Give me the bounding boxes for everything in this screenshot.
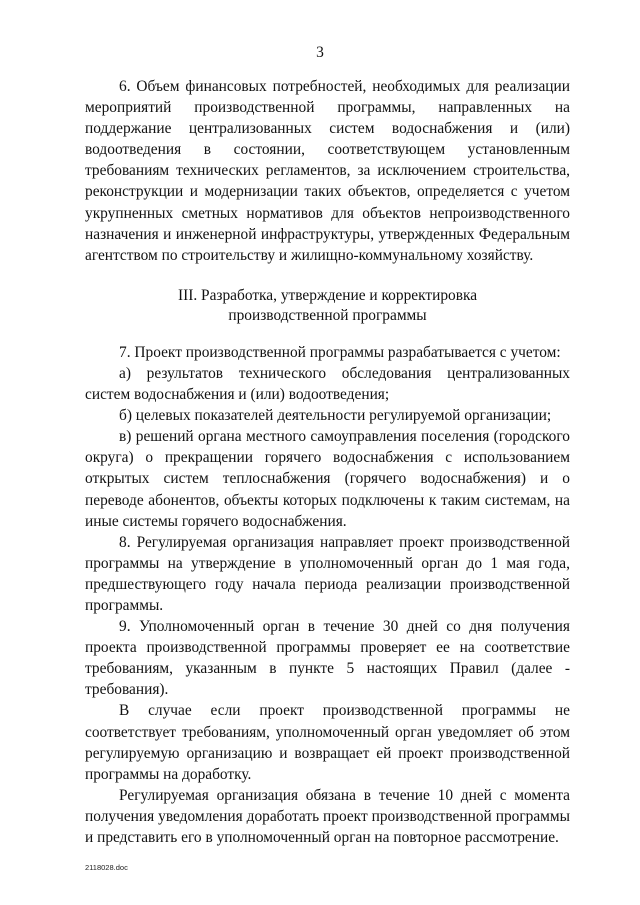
section-heading-line-2: производственной программы — [228, 306, 427, 324]
paragraph-8: 8. Регулируемая организация направляет проект производственной программы на утверждение в уполномоченный орган до 1 мая года, предшествующего году начала периода реализации производственной программы. — [85, 533, 570, 614]
paragraph-9: 9. Уполномоченный орган в течение 30 дней со дня получения проекта производственной программы проверяет ее на соответствие требованиям, указанным в пункте 5 настоящих Правил (далее - требования). — [85, 618, 570, 699]
section-heading — [85, 286, 570, 326]
document-body — [85, 76, 570, 848]
paragraph-6: 6. Объем финансовых потребностей, необходимых для реализации мероприятий производственной программы, направленных на поддержание централизованных систем водоснабжения и (или) водоотведения в состоянии, соответствующем установленным требованиям технических регламентов, за исключением строительства, реконструкции и модернизации таких объектов, определяется с учетом укрупненных сметных нормативов для объектов непроизводственного назначения и инженерной инфраструктуры, утвержденных Федеральным агентством по строительству и жилищно-коммунальному хозяйству. — [85, 78, 570, 264]
paragraph-7c: в) решений органа местного самоуправления поселения (городского округа) о прекращении горячего водоснабжения с использованием открытых систем теплоснабжения (горячего водоснабжения) и о переводе абонентов, объекты которых подключены к таким системам, на иные системы горячего водоснабжения. — [85, 428, 570, 530]
page-number: 3 — [316, 44, 324, 61]
section-heading-line-1: III. Разработка, утверждение и корректировка — [177, 286, 478, 304]
footer-filename: 2118028.doc — [85, 863, 128, 872]
paragraph-9-nonconformity: В случае если проект производственной программы не соответствует требованиям, уполномоченный орган уведомляет об этом регулируемую организацию и возвращает ей проект производственной программы на доработку. — [85, 702, 570, 783]
paragraph-9-revision: Регулируемая организация обязана в течение 10 дней с момента получения уведомления доработать проект производственной программы и представить его в уполномоченный орган на повторное рассмотрение. — [85, 786, 570, 846]
paragraph-7a: а) результатов технического обследования централизованных систем водоснабжения и (или) водоотведения; — [85, 364, 570, 404]
paragraph-7: 7. Проект производственной программы разрабатывается с учетом: — [119, 343, 561, 361]
paragraph-7b: б) целевых показателей деятельности регулируемой организации; — [119, 407, 552, 425]
